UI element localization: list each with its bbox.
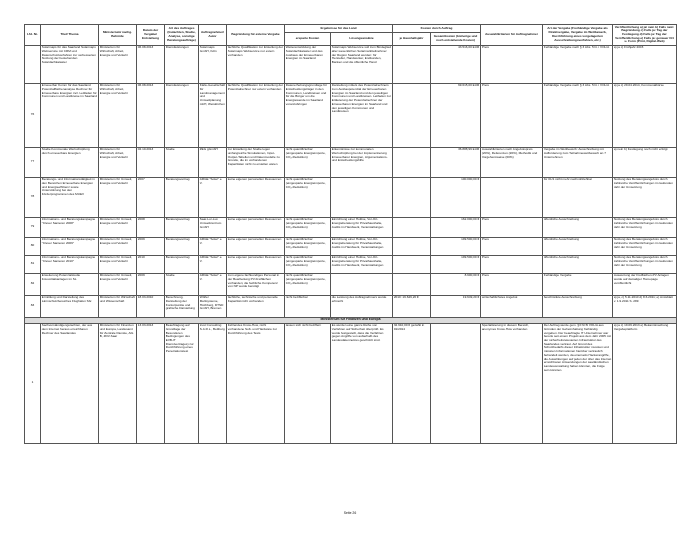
table-row bbox=[25, 177, 677, 217]
table-row bbox=[25, 45, 677, 83]
cell-haushalt bbox=[393, 237, 431, 255]
header-loesung: Lösungsansätze bbox=[331, 32, 393, 45]
cell-vergabeart: öffentliche Ausschreibung bbox=[543, 237, 613, 255]
cell-auswahl: Preis bbox=[481, 45, 543, 83]
cell-lfd: 77 bbox=[25, 147, 41, 177]
page-number: Seite 26 bbox=[343, 511, 357, 515]
cell-auftragnehmer: Kärle-Gesellschaft für Landmanagement und Umweltplanung mbH, Weiskirchen bbox=[199, 83, 227, 147]
header-veroeffentlichung: Veröffentlichung a) ja/ nein b) Falls nein: Begründung c) Falls ja: Tag der Festlegung d) Falls ja: Tag der Veröffentlichung e) Falls ja: genauer Ort u. Form (Print, Digital-Web) bbox=[613, 25, 677, 46]
cell-vergabeart: Vergabe im Wettbewerb: Ausschreibung mit Aufforderung zum Teilnahmewettbewerb an 7 Unternehmen bbox=[543, 147, 613, 177]
cell-vergabeart: Der Auftrag wurde gem. §3 Nr.5l VOL/A aus Gründen der Geheimhaltung freihändig vergeben. Der beauftragte IT Unternehmer war bereits seit einem Projekt aus dem Jahr 2005 mit der sicherheitsrelevanten Infrastruktur des Saarlandes vertraut. Auf Grund des Schutzbedarfs dieser Infrastruktur mussten und müssten Informationen hierüber vertraulich behandelt werden, da einerseits Hackerangriffe, die Auswirkungen auf jeden der über das Internet erreichbaren Anwendungen der saarländischen Landesverwaltung haben könnten, die Folge sein könnten. bbox=[543, 323, 613, 443]
cell-lfd: 76 bbox=[25, 83, 41, 147]
table-row bbox=[25, 323, 677, 443]
cell-ministerium: Ministerium für Umwelt, Energie und Verkehr bbox=[99, 273, 137, 295]
cell-gesamt: 69.615,00 EUR bbox=[431, 83, 481, 147]
cell-art: Beratungsvertrag bbox=[165, 237, 199, 255]
cell-auftragnehmer: ARGE "Solar" e. V. bbox=[199, 273, 227, 295]
cell-gesamt bbox=[431, 323, 481, 443]
cell-ministerium: Ministerium für Wirtschaft, Arbeit, Energie und Verkehr bbox=[99, 83, 137, 147]
cell-lfd: 83 bbox=[25, 295, 41, 317]
cell-ersparte: nicht quantifizierbar (eingesparte Energieimporte, CO₂-Reduktion) bbox=[285, 177, 331, 217]
cell-lfd: 82 bbox=[25, 273, 41, 295]
cell-auftragnehmer: Saar-Lor-Lux Umweltzentrum GmbH bbox=[199, 217, 227, 237]
cell-gesamt: 199.500,00 € bbox=[431, 237, 481, 255]
cell-lfd: 79 bbox=[25, 217, 41, 237]
cell-ersparte: nicht quantifizierbar (eingesparte Energieimporte, CO₂-Reduktion) bbox=[285, 147, 331, 177]
header-auftragnehmer: Auftragnehmer/ Autor bbox=[199, 25, 227, 46]
header-ministerium: Ministerium/ nachg. Behörde bbox=[99, 25, 137, 46]
header-vergabeart: Art der Vergabe (Freihändige Vergabe als Direktvergabe, Vergabe im Wettbewerb, Durchführung eines vorgelagerten Ausschreibungsverfahren, etc.) bbox=[543, 25, 613, 46]
cell-loesung: Einrichtung einer Hotline, Vor-Ort-Energieberatung für Privathaushalte, Audits im Handwerk, Veranstaltungen bbox=[331, 255, 393, 273]
cell-loesung: Es wurden eine ganze Reihe von Verfahren auf Sicherheit überprüft. Es wurde festgestellt, dass die Verfahren gegen Angriffe von außerhalb des Landesdatennetzes geschützt sind. bbox=[331, 323, 393, 443]
cell-vergabeart: öffentliche Ausschreibung bbox=[543, 217, 613, 237]
cell-vergabeart: beschränkte Ausschreibung bbox=[543, 295, 613, 317]
cell-ersparte: Weiterentwicklung der Solardachkataster und des Ausbaus der Erneuerbaren Energien im Saarland bbox=[285, 45, 331, 83]
cell-loesung: Solarmaps Webservice soll zum Bindeglied aller wesentlichen Solarmarktteilnehmer der Region Saarland werden: für Hersteller, Handwerker, Endkunden, Banken und die öffentliche Hand bbox=[331, 45, 393, 83]
cell-begruendung: zur Erstellung der Studie legen umfangreiche Simulationen, Input-Output-Tabellen und Datenmodelle zu Grunde, die im vorhandenen Kapazitäten nicht zu erstellen waren bbox=[227, 147, 285, 177]
cell-datum: 13.03.2013 bbox=[137, 323, 165, 443]
cell-haushalt bbox=[393, 83, 431, 147]
cell-begruendung: keine eigenen personellen Ressourcen bbox=[227, 217, 285, 237]
cell-art: Studie bbox=[165, 147, 199, 177]
cell-ersparte: nicht quantifizierbar (eingesparte Energieimporte, CO₂-Reduktion) bbox=[285, 217, 331, 237]
cell-veroeff: a) nein b) Festlegung noch nicht erfolgt bbox=[613, 147, 677, 177]
header-titel: Titel/ Thema bbox=[41, 25, 99, 46]
header-haushalt: je Haushaltsjahr bbox=[393, 32, 431, 45]
cell-begruendung: fachliche, technische und personelle Kapazität nicht vorhanden bbox=[227, 295, 285, 317]
cell-gesamt: 43.516,00 EUR bbox=[431, 45, 481, 83]
cell-begruendung: fachliche Qualifikation zur Erstellung der Solarmaps Webservice nur extern vorhanden bbox=[227, 45, 285, 83]
cell-loesung: Erkenntnisse zur kommunalen Wertschöpfung bei der Implementierung Erneuerbarer Energien, Argumentations- und Entscheidungshilfe bbox=[331, 147, 393, 177]
header-datum: Datum der Vergabe/ Entstehung bbox=[137, 25, 165, 46]
cell-haushalt bbox=[393, 273, 431, 295]
cell-art: Studie bbox=[165, 273, 199, 295]
cell-titel: Erweiterung Potenzialstudie Fotovoltaikanlagen im SL bbox=[41, 273, 99, 295]
table-row bbox=[25, 295, 677, 317]
cell-ersparte: nicht quantifizierbar (eingesparte Energieimporte, CO₂-Reduktion) bbox=[285, 273, 331, 295]
cell-auftragnehmer: ARGE "Solar" e. V. bbox=[199, 255, 227, 273]
cell-gesamt: 19.649,20 € bbox=[431, 295, 481, 317]
cell-datum: 2010 bbox=[137, 255, 165, 273]
cell-haushalt bbox=[393, 255, 431, 273]
cell-haushalt bbox=[393, 217, 431, 237]
cell-gesamt: 36.888,99 EUR bbox=[431, 147, 481, 177]
header-auswahl: Auswahlkriterien für Auftragnehmer bbox=[481, 25, 543, 46]
cell-auswahl: Preis bbox=[481, 255, 543, 273]
cell-loesung bbox=[331, 177, 393, 217]
cell-ersparte: nicht quantifizierbar (eingesparte Energieimporte, CO₂-Reduktion) bbox=[285, 255, 331, 273]
cell-titel: Erneuerbar Komm für das Saarland Potenzialflächenanalyse Rechner für Erneuerbare Energien incl. Leitfaden für Kommunen und Landkreise im Saarland bbox=[41, 83, 99, 147]
cell-ersparte: nicht bezifferbar bbox=[285, 295, 331, 317]
cell-begruendung: keine eigenen personellen Ressourcen bbox=[227, 255, 285, 273]
cell-gesamt: 162.000,00 € bbox=[431, 217, 481, 237]
cell-titel: Ermittlung und Darstellung des Lärmschutzbereiches Flughafen Sbr. bbox=[41, 295, 99, 317]
table-row bbox=[25, 237, 677, 255]
cell-auftragnehmer: Wölfel Meßsysteme, Höchberg, DTSD GmbH, Bremen bbox=[199, 295, 227, 317]
cell-gesamt: 8.900,00 € bbox=[431, 273, 481, 295]
cell-datum: 06.08.2013 bbox=[137, 45, 165, 83]
cell-ministerium: Ministerium für Umwelt, Energie und Verkehr bbox=[99, 255, 137, 273]
cell-begruendung: keine eigenen personellen Ressourcen bbox=[227, 177, 285, 217]
cell-haushalt: 32.910,00 € gezahlt in 01/2014 bbox=[393, 323, 431, 443]
cell-titel: Informations- und Beratungskampagne "Clever Sanieren 2010" bbox=[41, 255, 99, 273]
cell-ersparte: Datenerhebungsgrundlage für Entscheidungsträger in den Kommunen, Landkreisen und für die Bürger um die Energiewende im Saarland voranzubringen bbox=[285, 83, 331, 147]
cell-loesung bbox=[331, 273, 393, 295]
cell-veroeff: a) ja c) Frühjahr 2015 bbox=[613, 45, 677, 83]
cell-lfd: 78 bbox=[25, 177, 41, 217]
header-lfd: Lfd. Nr. bbox=[25, 25, 41, 46]
cell-haushalt: 2010: 19.649,20 € bbox=[393, 295, 431, 317]
cell-veroeff: Nutzung des Beratungsangebots durch zahlreiche Veröffentlichungen im laufenden Jahr der Umsetzung bbox=[613, 217, 677, 237]
cell-titel: Beratungs- und Informationstätigkeit in den Bereichen Erneuerbare Energien und Energieeffizienz sowie Unterstützung bei den Förderprogrammen des MUEV bbox=[41, 177, 99, 217]
cell-auftragnehmer: ARGE "Solar" e. V. bbox=[199, 237, 227, 255]
cell-loesung: Einrichtung einer Hotline, Vor-Ort-Energieberatung für Privathaushalte, Audits im Handwerk, Veranstaltungen bbox=[331, 237, 393, 255]
cell-begruendung: zum eigene fachkundiges Personal in der Bearbeitung PV-Freiflächen vorhanden; die fachliche Kompetenz von NP wurde benötigt bbox=[227, 273, 285, 295]
cell-ministerium: Ministerium für Wirtschaft, Arbeit, Energie und Verkehr bbox=[99, 147, 137, 177]
cell-vergabeart: freihändige Vergabe bbox=[543, 273, 613, 295]
cell-veroeff: Nutzung des Beratungsangebots durch zahlreiche Veröffentlichungen im laufenden Jahr der Umsetzung bbox=[613, 255, 677, 273]
cell-lfd bbox=[25, 45, 41, 83]
cell-art: Berechnung, Darstellung der Konturpunkte und grafische Darstellung bbox=[165, 295, 199, 317]
table-body-section bbox=[25, 323, 677, 443]
cell-vergabeart: öffentliche Ausschreibung bbox=[543, 255, 613, 273]
cell-auswahl: Preis bbox=[481, 83, 543, 147]
cell-begruendung: fachliche Qualifikation zur Erstellung der Potenzialrechner nur extern vorhanden bbox=[227, 83, 285, 147]
cell-auswahl: Auswahlkriterien nach Angebotspreis (20%), Referenzen (20%), Methodik und Vorgehensweise (60%) bbox=[481, 147, 543, 177]
table-header bbox=[25, 25, 677, 46]
cell-auftragnehmer: trust Consulting S.A.R.L., Bettburg bbox=[199, 323, 227, 443]
cell-auswahl: wirtschaftlichstes Angebot bbox=[481, 295, 543, 317]
cell-begruendung: keine eigenen personellen Ressourcen bbox=[227, 237, 285, 255]
cell-art: Beratungsvertrag bbox=[165, 255, 199, 273]
cell-auswahl: Spezialisierung in diesem Bereich, anonymes Know-How vorhanden bbox=[481, 323, 543, 443]
table-row bbox=[25, 147, 677, 177]
cell-begruendung: Fehlendes Know-How, nicht vorhandene Soft- und Hardware zur Durchführung des Tests bbox=[227, 323, 285, 443]
cell-gesamt: 199.500,00 € bbox=[431, 255, 481, 273]
cell-ministerium: Ministerium für Umwelt, Energie und Verkehr bbox=[99, 177, 137, 217]
cell-veroeff: a) ja c) 19.09.2013 e) Bekanntmachung Vergabeplattform bbox=[613, 323, 677, 443]
cell-titel: Studie Kommunale Wertschöpfung durch erneuerbare Energien bbox=[41, 147, 99, 177]
cell-auswahl bbox=[481, 177, 543, 217]
cell-veroeff: a) ja c) 29.04.2014, Kommunalbörse bbox=[613, 83, 677, 147]
table-row bbox=[25, 273, 677, 295]
cell-haushalt bbox=[393, 177, 431, 217]
header-ersparte: ersparte Kosten bbox=[285, 32, 331, 45]
contracts-table bbox=[24, 24, 677, 444]
cell-gesamt: 100.000,00 € bbox=[431, 177, 481, 217]
header-group-costs: Kosten durch Auftrag bbox=[393, 25, 481, 33]
cell-ministerium: Ministerium für Umwelt, Energie und Verkehr bbox=[99, 217, 137, 237]
cell-haushalt bbox=[393, 45, 431, 83]
cell-datum: 2008 bbox=[137, 217, 165, 237]
cell-veroeff: a) ja, c) 5.11.2010 d) 8.6.2011; e) Amtsblatt v. 1.9.2011 S. 289 bbox=[613, 295, 677, 317]
header-art: Art des Auftrages (Gutachten, Studie, Analyse, sonstige Beratungsaufträge) bbox=[165, 25, 199, 46]
cell-auswahl: Preis bbox=[481, 217, 543, 237]
table-body bbox=[25, 45, 677, 317]
cell-titel: Sachverständigengutachten, der aus dem Internet heraus erreichbaren Rechner des Saarlandes bbox=[41, 323, 99, 443]
cell-titel: Informations- und Beratungskampagne "Clever Sanieren 2008" bbox=[41, 217, 99, 237]
table-row bbox=[25, 83, 677, 147]
cell-art: Beratungsvertrag bbox=[165, 177, 199, 217]
cell-datum: 18.03.2010 bbox=[137, 295, 165, 317]
cell-art: Dienstleistungen bbox=[165, 83, 199, 147]
cell-ersparte: nicht quantifizierbar (eingesparte Energieimporte, CO₂-Reduktion) bbox=[285, 237, 331, 255]
header-group-results: Ergebnisse für das Land bbox=[285, 25, 393, 33]
cell-haushalt bbox=[393, 147, 431, 177]
cell-ersparte: lassen sich nicht beziffern bbox=[285, 323, 331, 443]
cell-datum: 2007 bbox=[137, 177, 165, 217]
cell-vergabeart: freihändige Vergabe nach § 3 Abs. 5 lit. i VOL/A bbox=[543, 45, 613, 83]
cell-lfd: 1 bbox=[25, 323, 41, 443]
cell-art: Beauftragung auf Grundlage der Besonderen Bedingungen des EVB-IT Dienstvertrages) zur Durchführung eines Penetrationstest bbox=[165, 323, 199, 443]
report-sheet bbox=[24, 24, 676, 444]
cell-ministerium: Ministerium für Wirtschaft, Arbeit, Energie und Verkehr bbox=[99, 45, 137, 83]
cell-art: Dienstleistungen bbox=[165, 45, 199, 83]
cell-auftragnehmer: Solarmaps GmbH, Köln bbox=[199, 45, 227, 83]
cell-auswahl: Preis bbox=[481, 237, 543, 255]
cell-datum: 02.10.2013 bbox=[137, 147, 165, 177]
cell-titel: Solarmaps für das Saarland Solarmaps Webservice mit CRM und Datenschutzverfahren zur verbesserten Nutzung der bestehenden Solardachkataster bbox=[41, 45, 99, 83]
cell-ministerium: Ministerium für Wirtschaft und Wissenschaft bbox=[99, 295, 137, 317]
section-title: Ministerium für Finanzen und Europa bbox=[25, 317, 677, 323]
cell-veroeff: Auswertung der Freiflächen-PV Anlagen wurde auf damaliger Homepage veröffentlicht bbox=[613, 273, 677, 295]
table-row bbox=[25, 217, 677, 237]
header-gesamt: Gesamtkosten (bisherige und noch entstehende Kosten) bbox=[431, 32, 481, 45]
cell-titel: Informations- und Beratungskampagne "Clever Sanieren 2009" bbox=[41, 237, 99, 255]
cell-veroeff: Nutzung des Beratungsangebots durch zahlreiche Veröffentlichungen im laufenden Jahr der Umsetzung bbox=[613, 177, 677, 217]
cell-veroeff: Nutzung des Beratungsangebots durch zahlreiche Veröffentlichungen im laufenden Jahr der Umsetzung bbox=[613, 237, 677, 255]
cell-datum: 2009 bbox=[137, 237, 165, 255]
cell-loesung: Einrichtung einer Hotline, Vor-Ort-Energieberatung für Privathaushalte, Audits im Handwerk, Veranstaltungen bbox=[331, 217, 393, 237]
cell-art: Beratungsvertrag bbox=[165, 217, 199, 237]
cell-datum: 2009 bbox=[137, 273, 165, 295]
cell-loesung: die Leistung des Auftragnehmers wurde erbracht bbox=[331, 295, 393, 317]
cell-vergabeart: für 01/1 nicht mehr nachvollziehbar bbox=[543, 177, 613, 217]
cell-auftragnehmer: ZEG gGmbH bbox=[199, 147, 227, 177]
cell-ministerium: Ministerium für Finanzen und Europa, Landesamt für Zentrale Dienste, Abt. B, ZDV-Saar bbox=[99, 323, 137, 443]
cell-auftragnehmer: ARGE "Solar" e. V. bbox=[199, 177, 227, 217]
cell-datum: 06.08.2013 bbox=[137, 83, 165, 147]
cell-vergabeart: freihändige Vergabe nach § 3 Abs. 5 lit. i VOL/A bbox=[543, 83, 613, 147]
cell-loesung: Darstellung mittels des Potenzialrechners zum Ausbaupotenzial der Erneuerbaren Energien im Saarland und den jeweiligen Kommunen und Landkreisen. Leitfaden zur Erläuterung der Potenzialrechner der Erneuerbaren Energien im Saarland und den jeweiligen Kommunen und Landkreisen bbox=[331, 83, 393, 147]
header-begruendung: Begründung für externe Vergabe bbox=[227, 25, 285, 46]
cell-auswahl: Preis bbox=[481, 273, 543, 295]
cell-lfd: 80 bbox=[25, 237, 41, 255]
cell-lfd: 81 bbox=[25, 255, 41, 273]
table-row bbox=[25, 255, 677, 273]
cell-ministerium: Ministerium für Umwelt, Energie und Verkehr bbox=[99, 237, 137, 255]
